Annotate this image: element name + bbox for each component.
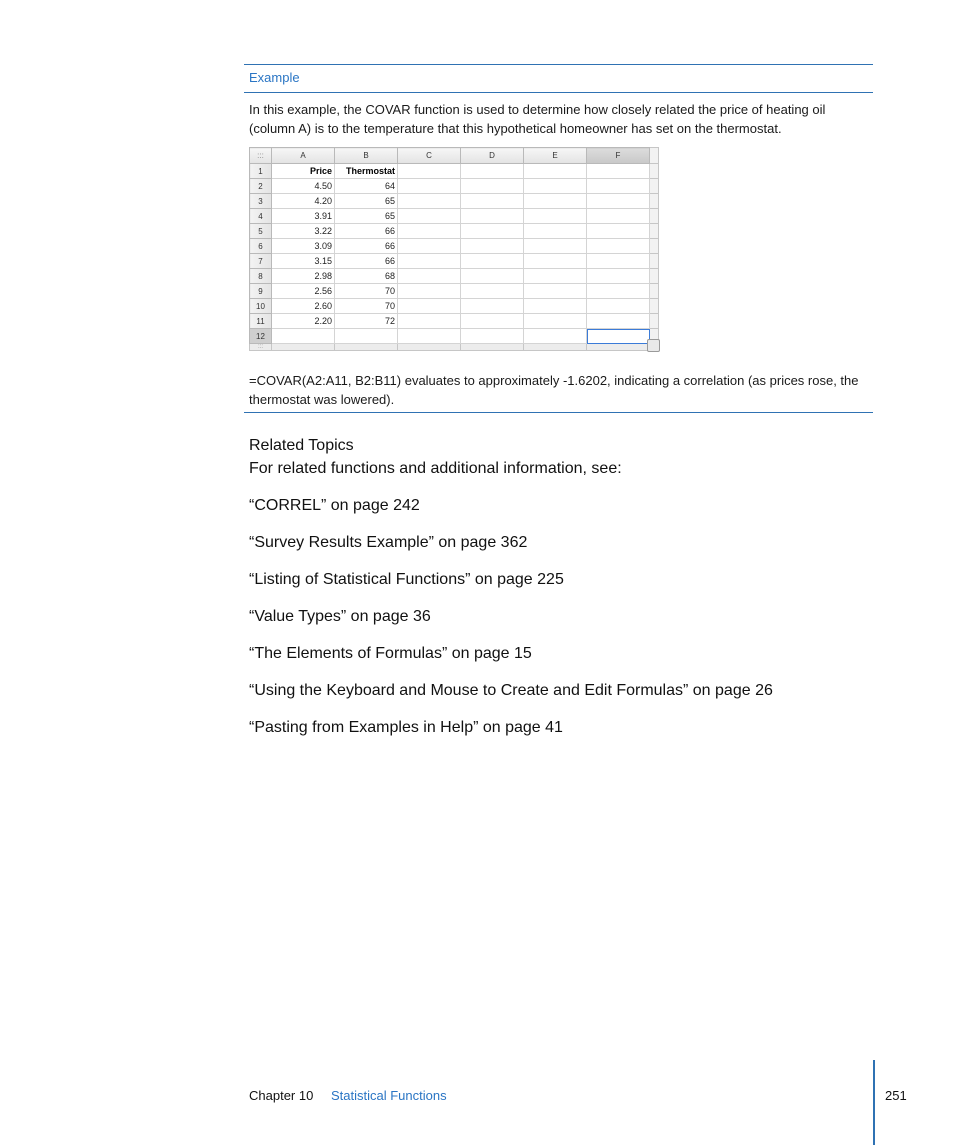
- cell-c[interactable]: [398, 179, 461, 194]
- row-add-bar: [587, 344, 650, 351]
- cell-a[interactable]: Price: [272, 164, 335, 179]
- row-edge: [650, 224, 659, 239]
- cell-a[interactable]: 2.98: [272, 269, 335, 284]
- cell-e[interactable]: [524, 179, 587, 194]
- formula-explanation: =COVAR(A2:A11, B2:B11) evaluates to approximately -1.6202, indicating a correlation (as prices rose, the thermostat was lowered).: [249, 373, 859, 407]
- cell-d[interactable]: [461, 299, 524, 314]
- page-number: 251: [885, 1088, 907, 1103]
- cell-e[interactable]: [524, 314, 587, 329]
- example-box: [244, 64, 873, 93]
- cell-e[interactable]: [524, 239, 587, 254]
- row-header[interactable]: 2: [250, 179, 272, 194]
- row-edge: [650, 194, 659, 209]
- cell-d[interactable]: [461, 314, 524, 329]
- sheet-bottom-corner[interactable]: :::: [250, 344, 272, 351]
- cell-a[interactable]: 3.22: [272, 224, 335, 239]
- cell-e[interactable]: [524, 329, 587, 344]
- cell-f[interactable]: [587, 284, 650, 299]
- related-link-value-types[interactable]: “Value Types” on page 36: [249, 608, 431, 625]
- cell-b[interactable]: 68: [335, 269, 398, 284]
- sheet-row: [250, 164, 659, 179]
- related-topics-title: Related Topics: [249, 437, 354, 454]
- related-link-correl[interactable]: “CORREL” on page 242: [249, 497, 420, 514]
- sheet-row: [250, 299, 659, 314]
- cell-d[interactable]: [461, 194, 524, 209]
- sheet-row: [250, 329, 659, 344]
- cell-d[interactable]: [461, 269, 524, 284]
- row-add-bar: [524, 344, 587, 351]
- footer-divider: [873, 1060, 875, 1145]
- related-link-elements-of-formulas[interactable]: “The Elements of Formulas” on page 15: [249, 645, 532, 662]
- column-header-b[interactable]: B: [335, 148, 398, 164]
- row-header[interactable]: 6: [250, 239, 272, 254]
- cell-f[interactable]: [587, 239, 650, 254]
- row-edge: [650, 239, 659, 254]
- cell-e[interactable]: [524, 164, 587, 179]
- sheet-row: [250, 209, 659, 224]
- cell-b[interactable]: 70: [335, 299, 398, 314]
- cell-e[interactable]: [524, 299, 587, 314]
- sheet-row: [250, 269, 659, 284]
- cell-e[interactable]: [524, 224, 587, 239]
- cell-d[interactable]: [461, 239, 524, 254]
- sheet-row: [250, 194, 659, 209]
- cell-f[interactable]: [587, 224, 650, 239]
- cell-a[interactable]: 4.20: [272, 194, 335, 209]
- cell-b[interactable]: 70: [335, 284, 398, 299]
- cell-b[interactable]: 66: [335, 239, 398, 254]
- column-header-c[interactable]: C: [398, 148, 461, 164]
- cell-c[interactable]: [398, 164, 461, 179]
- table-resize-handle[interactable]: [647, 339, 660, 352]
- column-header-f[interactable]: F: [587, 148, 650, 164]
- sheet-corner[interactable]: :::: [250, 148, 272, 164]
- sheet-row: [250, 284, 659, 299]
- cell-f[interactable]: [587, 164, 650, 179]
- column-header-d[interactable]: D: [461, 148, 524, 164]
- cell-f[interactable]: [587, 194, 650, 209]
- example-heading-rule: [244, 92, 873, 93]
- cell-c[interactable]: [398, 194, 461, 209]
- cell-a[interactable]: [272, 329, 335, 344]
- sheet-row: [250, 239, 659, 254]
- cell-d[interactable]: [461, 329, 524, 344]
- row-edge: [650, 284, 659, 299]
- cell-c[interactable]: [398, 209, 461, 224]
- cell-f[interactable]: [587, 209, 650, 224]
- column-header-e[interactable]: E: [524, 148, 587, 164]
- cell-a[interactable]: 4.50: [272, 179, 335, 194]
- example-bottom-rule: [244, 412, 873, 413]
- cell-b[interactable]: 72: [335, 314, 398, 329]
- row-add-bar: [461, 344, 524, 351]
- row-header[interactable]: 11: [250, 314, 272, 329]
- related-link-keyboard-mouse[interactable]: “Using the Keyboard and Mouse to Create and Edit Formulas” on page 26: [249, 682, 773, 699]
- footer-chapter: Chapter 10: [249, 1088, 314, 1103]
- cell-a[interactable]: 3.09: [272, 239, 335, 254]
- row-header[interactable]: 3: [250, 194, 272, 209]
- cell-a[interactable]: 3.15: [272, 254, 335, 269]
- column-header-a[interactable]: A: [272, 148, 335, 164]
- cell-b[interactable]: 65: [335, 194, 398, 209]
- cell-d[interactable]: [461, 254, 524, 269]
- cell-c[interactable]: [398, 329, 461, 344]
- row-header[interactable]: 10: [250, 299, 272, 314]
- row-edge: [650, 209, 659, 224]
- related-link-pasting-examples[interactable]: “Pasting from Examples in Help” on page 41: [249, 719, 563, 736]
- row-edge: [650, 299, 659, 314]
- sheet-row: [250, 254, 659, 269]
- row-header[interactable]: 12: [250, 329, 272, 344]
- cell-a[interactable]: 2.60: [272, 299, 335, 314]
- related-topics-intro: For related functions and additional information, see:: [249, 460, 622, 477]
- sheet-row: [250, 314, 659, 329]
- cell-f[interactable]: [587, 299, 650, 314]
- footer-section-link[interactable]: Statistical Functions: [331, 1088, 447, 1103]
- related-link-survey-results[interactable]: “Survey Results Example” on page 362: [249, 534, 528, 551]
- row-edge: [650, 254, 659, 269]
- cell-d[interactable]: [461, 284, 524, 299]
- row-edge: [650, 164, 659, 179]
- cell-c[interactable]: [398, 314, 461, 329]
- row-add-bar: [398, 344, 461, 351]
- cell-b[interactable]: 65: [335, 209, 398, 224]
- related-link-listing-statistical[interactable]: “Listing of Statistical Functions” on page 225: [249, 571, 564, 588]
- cell-c[interactable]: [398, 224, 461, 239]
- example-heading: Example: [249, 70, 300, 85]
- cell-f[interactable]: [587, 329, 650, 344]
- cell-c[interactable]: [398, 254, 461, 269]
- row-edge: [650, 314, 659, 329]
- cell-d[interactable]: [461, 224, 524, 239]
- row-edge: [650, 179, 659, 194]
- row-edge: [650, 269, 659, 284]
- cell-b[interactable]: Thermostat: [335, 164, 398, 179]
- cell-f[interactable]: [587, 314, 650, 329]
- cell-b[interactable]: 64: [335, 179, 398, 194]
- cell-f[interactable]: [587, 254, 650, 269]
- cell-b[interactable]: [335, 329, 398, 344]
- cell-c[interactable]: [398, 239, 461, 254]
- row-header[interactable]: 8: [250, 269, 272, 284]
- column-resize-handle[interactable]: [650, 148, 659, 164]
- cell-d[interactable]: [461, 209, 524, 224]
- cell-b[interactable]: 66: [335, 224, 398, 239]
- cell-f[interactable]: [587, 269, 650, 284]
- row-header[interactable]: 7: [250, 254, 272, 269]
- cell-e[interactable]: [524, 194, 587, 209]
- cell-a[interactable]: 2.20: [272, 314, 335, 329]
- cell-a[interactable]: 3.91: [272, 209, 335, 224]
- cell-b[interactable]: 66: [335, 254, 398, 269]
- cell-f[interactable]: [587, 179, 650, 194]
- sheet-row: [250, 224, 659, 239]
- spreadsheet: [249, 147, 659, 351]
- cell-c[interactable]: [398, 284, 461, 299]
- row-header[interactable]: 1: [250, 164, 272, 179]
- cell-d[interactable]: [461, 179, 524, 194]
- cell-e[interactable]: [524, 209, 587, 224]
- cell-e[interactable]: [524, 254, 587, 269]
- row-header[interactable]: 4: [250, 209, 272, 224]
- cell-e[interactable]: [524, 284, 587, 299]
- sheet-row: [250, 179, 659, 194]
- cell-d[interactable]: [461, 164, 524, 179]
- example-intro-text: In this example, the COVAR function is used to determine how closely related the price of heating oil (column A) is to the temperature that this hypothetical homeowner has set on the thermostat.: [249, 102, 826, 136]
- cell-c[interactable]: [398, 299, 461, 314]
- row-header[interactable]: 9: [250, 284, 272, 299]
- cell-e[interactable]: [524, 269, 587, 284]
- row-header[interactable]: 5: [250, 224, 272, 239]
- example-top-rule: [244, 64, 873, 65]
- row-add-bar: [335, 344, 398, 351]
- cell-a[interactable]: 2.56: [272, 284, 335, 299]
- row-add-bar[interactable]: [272, 344, 335, 351]
- cell-c[interactable]: [398, 269, 461, 284]
